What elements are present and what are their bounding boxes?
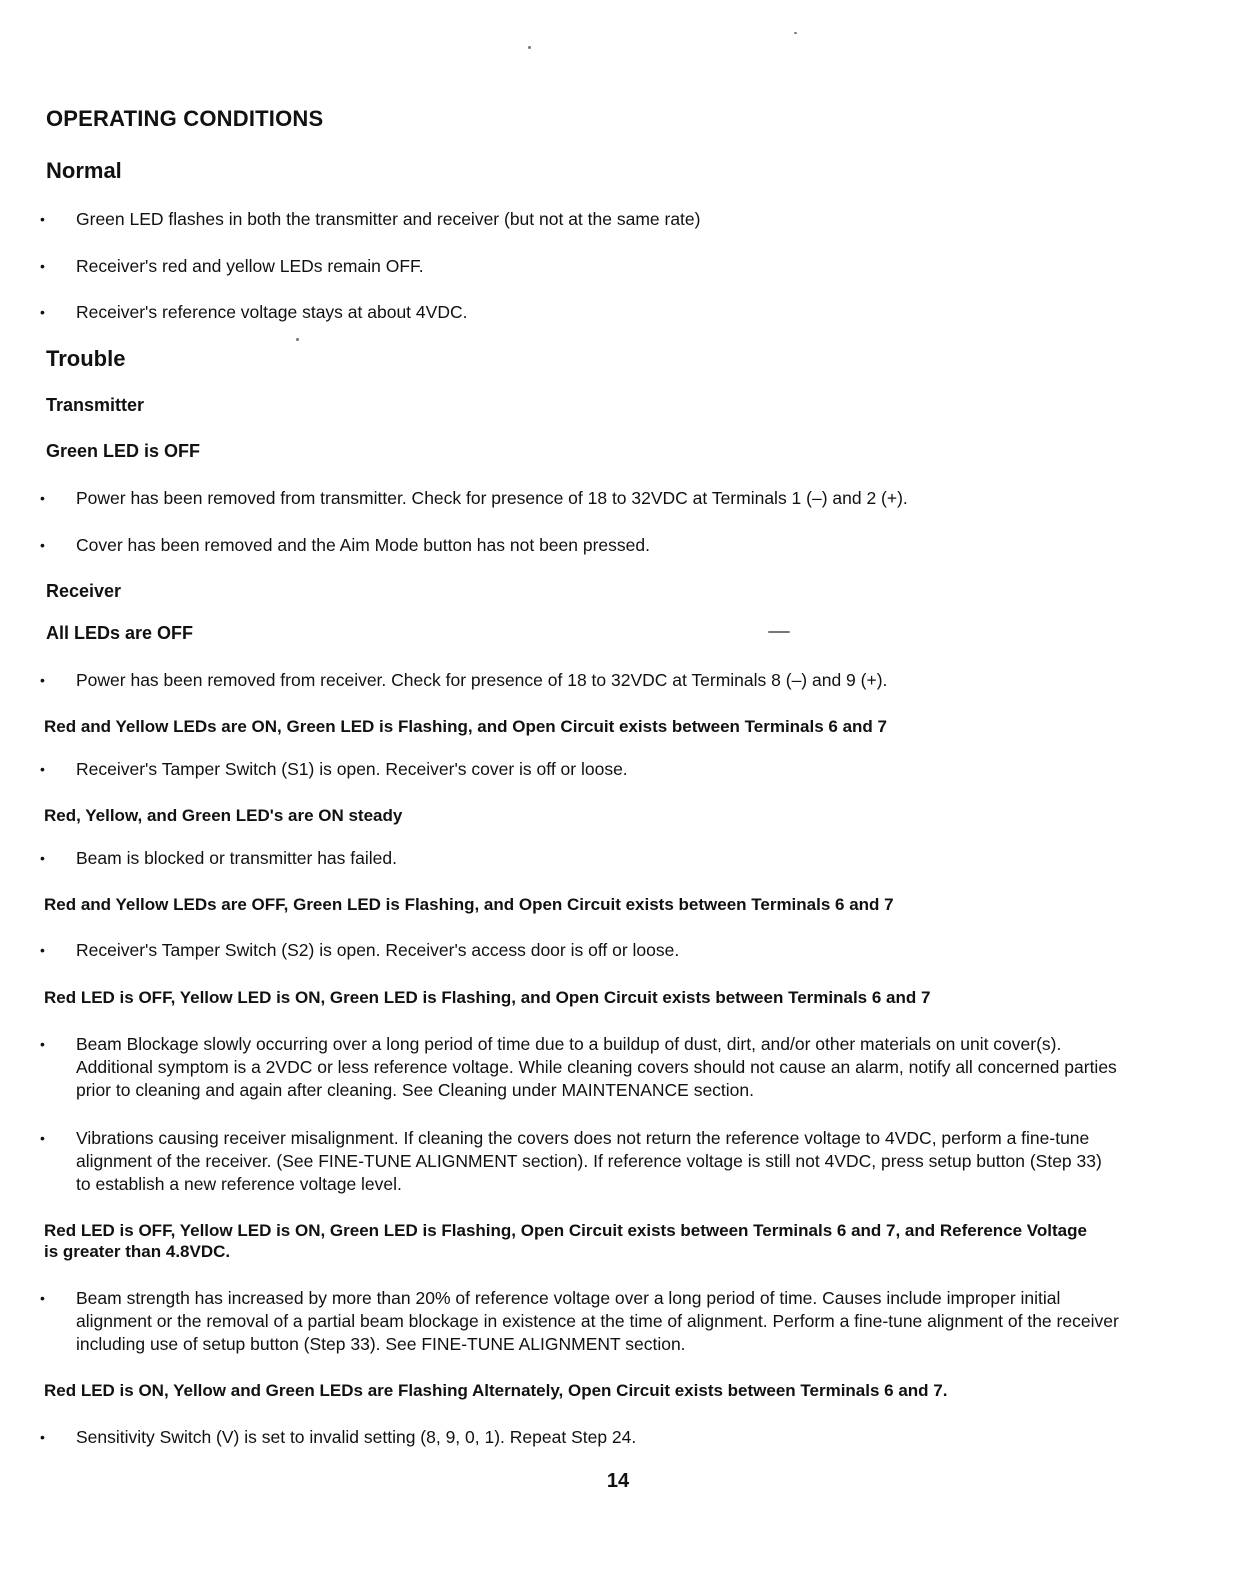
scan-speck — [768, 631, 790, 633]
bullet: • — [40, 761, 45, 777]
list-item — [40, 208, 1120, 231]
receiver-heading: Receiver — [46, 581, 122, 601]
list-item-text: Sensitivity Switch (V) is set to invalid setting (8, 9, 0, 1). Repeat Step 24. — [76, 1427, 637, 1447]
section-title: OPERATING CONDITIONS — [46, 106, 324, 131]
bullet: • — [40, 850, 45, 866]
condition-heading: Red LED is ON, Yellow and Green LEDs are Flashing Alternately, Open Circuit exists between Terminals 6 and 7. — [44, 1381, 948, 1400]
condition-heading: Red and Yellow LEDs are ON, Green LED is Flashing, and Open Circuit exists between Terminals 6 and 7 — [44, 717, 887, 736]
bullet: • — [40, 211, 45, 227]
condition-heading: Green LED is OFF — [46, 441, 201, 461]
list-item — [40, 1287, 1120, 1356]
list-item-text: Receiver's red and yellow LEDs remain OFF. — [76, 256, 424, 276]
list-item-text: Beam is blocked or transmitter has failed. — [76, 848, 397, 868]
trouble-heading: Trouble — [46, 346, 126, 371]
list-item — [40, 1033, 1120, 1102]
bullet: • — [40, 1036, 45, 1052]
list-item-text: Beam strength has increased by more than 20% of reference voltage over a long period of time. Causes include improper initial alignment or the removal of a partial beam blockage in existence at the time of alignment. Perform a fine-tune alignment of the receiver including use of setup button (Step 33). See FINE-TUNE ALIGNMENT section. — [76, 1288, 1119, 1354]
scan-speck — [794, 32, 797, 34]
condition-heading: All LEDs are OFF — [46, 623, 194, 643]
condition-heading: Red LED is OFF, Yellow LED is ON, Green LED is Flashing, Open Circuit exists between Terminals 6 and 7, and Reference Voltage is greater than 4.8VDC. — [44, 1221, 1087, 1261]
list-item — [40, 301, 1120, 324]
list-item-text: Green LED flashes in both the transmitter and receiver (but not at the same rate) — [76, 209, 701, 229]
list-item — [40, 1127, 1120, 1196]
bullet: • — [40, 490, 45, 506]
bullet: • — [40, 1290, 45, 1306]
scan-speck — [296, 338, 299, 341]
list-item — [40, 939, 1120, 962]
condition-heading: Red and Yellow LEDs are OFF, Green LED is Flashing, and Open Circuit exists between Terminals 6 and 7 — [44, 895, 894, 914]
list-item-text: Beam Blockage slowly occurring over a long period of time due to a buildup of dust, dirt, and/or other materials on unit cover(s). Additional symptom is a 2VDC or less reference voltage. While cleaning covers should not cause an alarm, notify all concerned parties prior to cleaning and again after cleaning. See Cleaning under MAINTENANCE section. — [76, 1034, 1117, 1100]
list-item — [40, 487, 1120, 510]
list-item-text: Vibrations causing receiver misalignment. If cleaning the covers does not return the reference voltage to 4VDC, perform a fine-tune alignment of the receiver. (See FINE-TUNE ALIGNMENT section). If reference voltage is still not 4VDC, press setup button (Step 33) to establish a new reference voltage level. — [76, 1128, 1102, 1194]
list-item — [40, 758, 1120, 781]
condition-heading: Red, Yellow, and Green LED's are ON steady — [44, 806, 403, 825]
list-item-text: Power has been removed from transmitter. Check for presence of 18 to 32VDC at Terminals 1 (–) and 2 (+). — [76, 488, 908, 508]
bullet: • — [40, 942, 45, 958]
list-item — [40, 255, 1120, 278]
bullet: • — [40, 537, 45, 553]
list-item — [40, 534, 1120, 557]
scan-speck — [528, 46, 531, 49]
list-item — [40, 847, 1120, 870]
bullet: • — [40, 304, 45, 320]
condition-heading: Red LED is OFF, Yellow LED is ON, Green LED is Flashing, and Open Circuit exists between Terminals 6 and 7 — [44, 988, 931, 1007]
list-item-text: Cover has been removed and the Aim Mode button has not been pressed. — [76, 535, 650, 555]
list-item-text: Receiver's Tamper Switch (S2) is open. Receiver's access door is off or loose. — [76, 940, 680, 960]
transmitter-heading: Transmitter — [46, 395, 145, 415]
page-number: 14 — [606, 1470, 630, 1492]
list-item-text: Receiver's reference voltage stays at about 4VDC. — [76, 302, 468, 322]
list-item-text: Receiver's Tamper Switch (S1) is open. Receiver's cover is off or loose. — [76, 759, 628, 779]
bullet: • — [40, 672, 45, 688]
normal-heading: Normal — [46, 158, 122, 183]
bullet: • — [40, 1429, 45, 1445]
list-item — [40, 1426, 1120, 1449]
bullet: • — [40, 258, 45, 274]
list-item-text: Power has been removed from receiver. Check for presence of 18 to 32VDC at Terminals 8 (–) and 9 (+). — [76, 670, 888, 690]
bullet: • — [40, 1130, 45, 1146]
list-item — [40, 669, 1120, 692]
